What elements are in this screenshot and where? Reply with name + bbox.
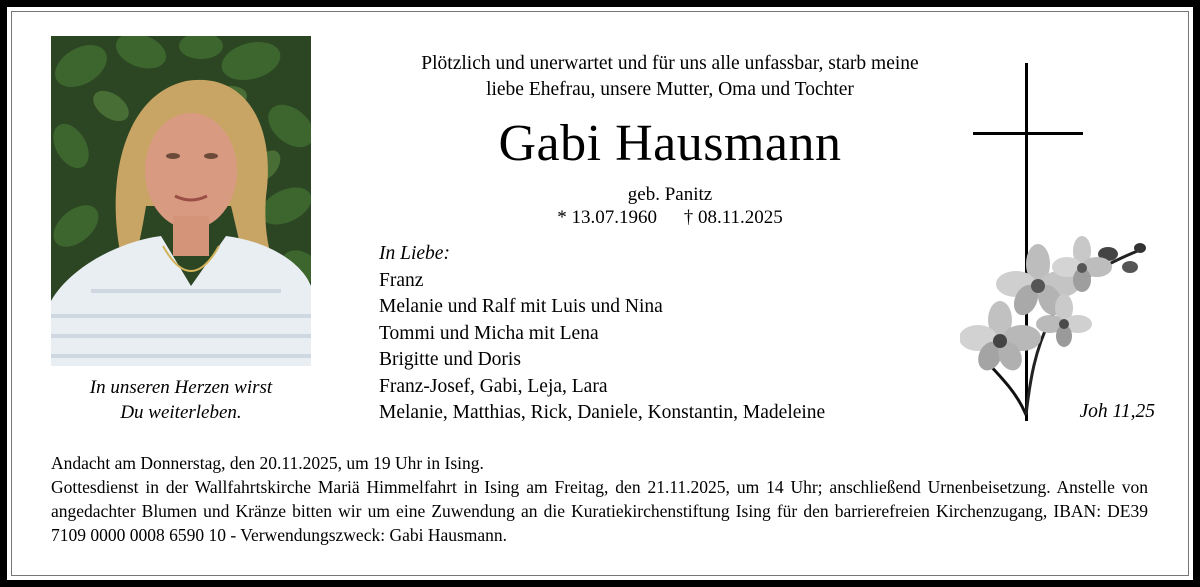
intro-line1: Plötzlich und unerwartet und für uns alle unfassbar, starb meine bbox=[421, 53, 919, 74]
mourner-line: Melanie und Ralf mit Luis und Nina bbox=[379, 296, 663, 317]
cross-with-orchid bbox=[960, 60, 1160, 430]
intro-text bbox=[340, 51, 1000, 103]
mourners-lead: In Liebe: bbox=[379, 243, 450, 264]
mourner-line: Franz-Josef, Gabi, Leja, Lara bbox=[379, 375, 608, 397]
intro-line2: liebe Ehefrau, unsere Mutter, Oma und Tochter bbox=[486, 79, 854, 100]
deceased-name: Gabi Hausmann bbox=[498, 115, 842, 172]
service-line: Andacht am Donnerstag, den 20.11.2025, um 19 Uhr in Ising. bbox=[51, 453, 484, 473]
bible-verse: Joh 11,25 bbox=[1079, 401, 1155, 422]
mourner-line: Franz bbox=[379, 269, 424, 291]
photo-caption bbox=[36, 375, 326, 425]
birth-date: * 13.07.1960 bbox=[557, 207, 657, 228]
death-date: † 08.11.2025 bbox=[683, 207, 783, 228]
orchid-icon bbox=[960, 236, 1146, 415]
mourner-line: Brigitte und Doris bbox=[379, 349, 521, 370]
life-dates bbox=[340, 206, 1000, 230]
photo-caption-line1: In unseren Herzen wirst bbox=[89, 377, 273, 398]
photo-caption-line2: Du weiterleben. bbox=[120, 402, 242, 423]
mourner-line: Tommi und Micha mit Lena bbox=[379, 322, 599, 344]
birth-name: geb. Panitz bbox=[627, 184, 713, 205]
mourner-line: Melanie, Matthias, Rick, Daniele, Konstantin, Madeleine bbox=[379, 402, 826, 423]
service-details bbox=[51, 451, 1148, 547]
portrait-photo bbox=[51, 36, 311, 366]
service-paragraph: Gottesdienst in der Wallfahrtskirche Mariä Himmelfahrt in Ising am Freitag, den 21.11.2025, um 14 Uhr; anschließend Urnenbeisetzung. Anstelle von angedachter Blumen und Kränze bitten wir um eine Zuwendung an die Kuratiekirchenstiftung Ising für den barrierefreien Kirchenzugang, IBAN: DE39 7109 0000 0008 6590 10 - Verwendungszweck: Gabi Hausmann. bbox=[51, 477, 1148, 545]
mourners-list bbox=[379, 241, 979, 427]
